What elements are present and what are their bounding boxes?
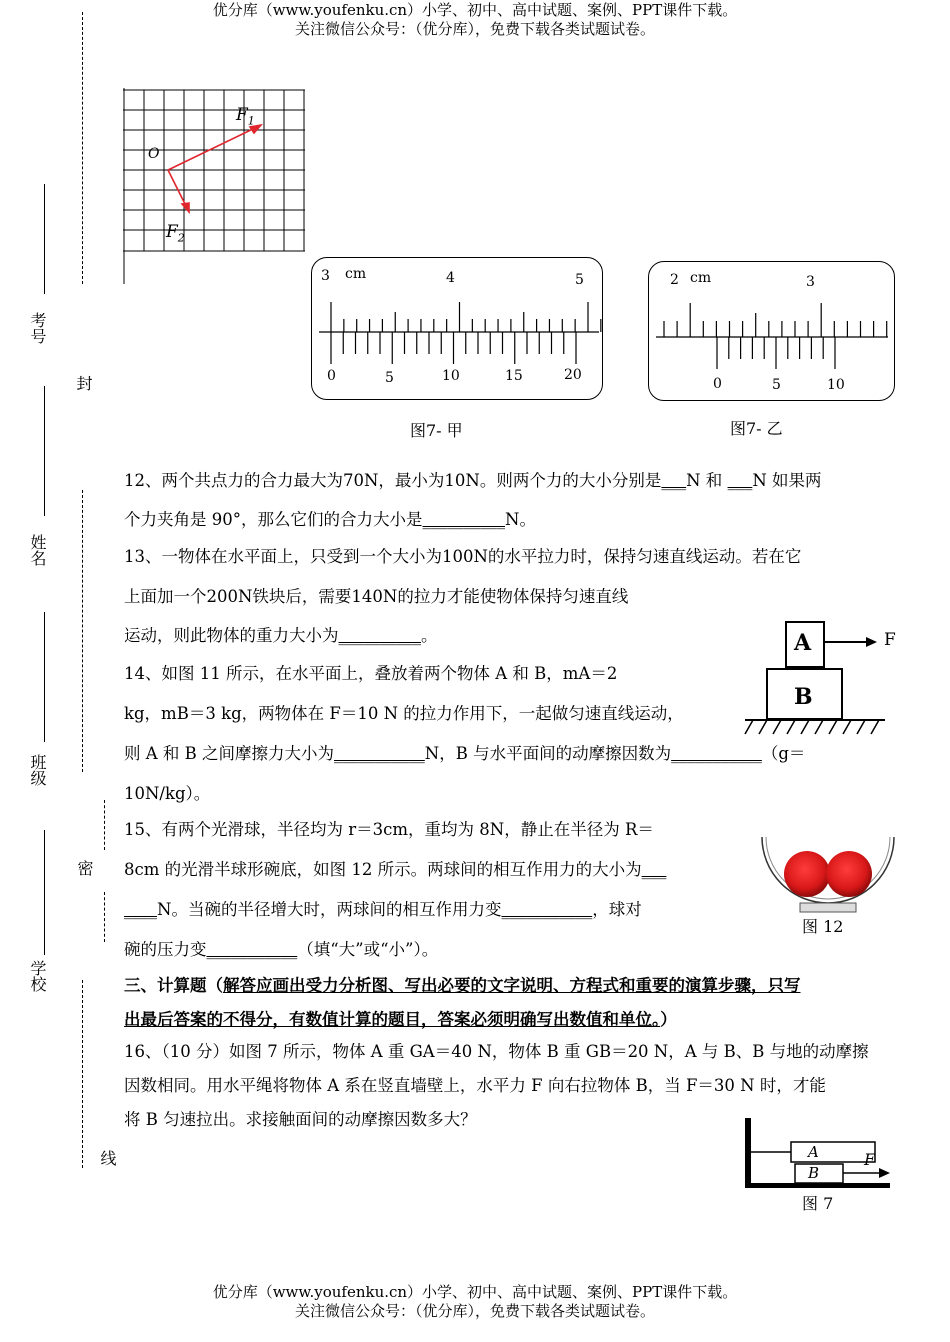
xingming-label: 姓名 xyxy=(28,534,47,566)
caliper-b-vernier-5: 5 xyxy=(772,377,781,393)
fig7-diagram xyxy=(740,1115,900,1195)
caliper-a-vernier-20: 20 xyxy=(564,367,582,383)
footer-line-1: 优分库（www.youfenku.cn）小学、初中、高中试题、案例、PPT课件下载。 xyxy=(212,1283,738,1301)
caliper-a-main-4: 4 xyxy=(446,270,455,286)
section3-heading: 三、计算题（解答应画出受力分析图、写出必要的文字说明、方程式和重要的演算步骤，只写 xyxy=(124,976,801,995)
header-line-2: 关注微信公众号：（优分库），免费下载各类试题试卷。 xyxy=(294,20,655,38)
fig7-wall xyxy=(745,1118,751,1188)
q14-line-4: 10N/kg）。 xyxy=(124,784,211,803)
fig11-label-f: F xyxy=(884,630,896,650)
banji-label: 班级 xyxy=(28,754,47,786)
fig7-caption: 图 7 xyxy=(802,1194,834,1213)
kaohao-line xyxy=(44,184,45,294)
q15-line-3: ____N。当碗的半径增大时，两球间的相互作用力变___________，球对 xyxy=(124,900,642,919)
caliper-b-vernier-10: 10 xyxy=(827,377,845,393)
fig7-force-arrowhead xyxy=(879,1168,890,1178)
fig7-label-f: F xyxy=(864,1150,876,1169)
force-f2-arrow xyxy=(168,170,186,206)
force-label-f2: $F_2$ xyxy=(166,222,185,245)
xuexiao-label: 学校 xyxy=(28,960,47,992)
force-grid-figure xyxy=(123,88,306,288)
binding-dash-4 xyxy=(104,892,105,942)
fig11-force-arrowhead xyxy=(866,637,877,647)
fig11-label-a: A xyxy=(794,630,812,656)
caliper-b-caption: 图7- 乙 xyxy=(730,419,783,438)
caliper-a-main-5: 5 xyxy=(575,272,584,288)
q14-line-2: kg，mB＝3 kg，两物体在 F＝10 N 的拉力作用下，一起做匀速直线运动， xyxy=(124,704,684,723)
binding-mi: 密 xyxy=(75,860,94,876)
binding-xian: 线 xyxy=(98,1150,117,1166)
caliper-b-main-3: 3 xyxy=(806,274,815,290)
caliper-b-vernier-0: 0 xyxy=(713,376,722,392)
force-point-o: O xyxy=(148,146,160,162)
caliper-a-vernier-5: 5 xyxy=(385,370,394,386)
force-label-f1: $F_1$ xyxy=(236,105,255,128)
banji-line xyxy=(44,612,45,742)
caliper-a-unit: cm xyxy=(345,266,367,282)
caliper-b-unit: cm xyxy=(690,270,712,286)
caliper-a-vernier-10: 10 xyxy=(442,368,460,384)
fig7-block-a xyxy=(791,1142,875,1162)
kaohao-label: 考号 xyxy=(28,312,47,344)
force-f2-arrowhead xyxy=(182,203,189,212)
header-line-1: 优分库（www.youfenku.cn）小学、初中、高中试题、案例、PPT课件下载。 xyxy=(212,1,738,19)
fig12-caption: 图 12 xyxy=(802,917,844,936)
q15-line-2: 8cm 的光滑半球形碗底，如图 12 所示。两球间的相互作用力的大小为___ xyxy=(124,860,667,879)
footer-line-2: 关注微信公众号：（优分库），免费下载各类试题试卷。 xyxy=(294,1302,655,1320)
xuexiao-line xyxy=(44,830,45,955)
caliper-a-vernier-15: 15 xyxy=(505,368,523,384)
q14-line-1: 14、如图 11 所示，在水平面上，叠放着两个物体 A 和 B，mA＝2 xyxy=(124,664,618,683)
q16-line-3: 将 B 匀速拉出。求接触面间的动摩擦因数多大？ xyxy=(124,1110,477,1129)
q16-line-1: 16、（10 分）如图 7 所示，物体 A 重 GA＝40 N，物体 B 重 GB＝20 N，A 与 B、B 与地的动摩擦 xyxy=(124,1042,869,1061)
force-f1-arrow xyxy=(168,128,255,170)
q14-line-3: 则 A 和 B 之间摩擦力大小为___________N，B 与水平面间的动摩擦因数为___________（g＝ xyxy=(124,744,806,763)
q13-line-3: 运动，则此物体的重力大小为__________。 xyxy=(124,626,438,645)
q13-line-1: 13、一物体在水平面上，只受到一个大小为100N的水平拉力时，保持匀速直线运动。若在它 xyxy=(124,547,802,566)
fig7-label-a: A xyxy=(808,1143,819,1161)
q12-line-2: 个力夹角是 90°，那么它们的合力大小是__________N。 xyxy=(124,510,536,529)
fig7-label-b: B xyxy=(808,1164,820,1182)
binding-dash-2 xyxy=(82,490,83,772)
q15-line-4: 碗的压力变___________（填“大”或“小”）。 xyxy=(124,940,439,959)
q15-line-1: 15、有两个光滑球，半径均为 r＝3cm，重均为 8N，静止在半径为 R＝ xyxy=(124,820,654,839)
q16-line-2: 因数相同。用水平绳将物体 A 系在竖直墙壁上，水平力 F 向右拉物体 B，当 F＝30 N 时，才能 xyxy=(124,1076,826,1095)
fig11-label-b: B xyxy=(794,684,813,710)
caliper-b-main-2: 2 xyxy=(670,272,679,288)
caliper-a-caption: 图7- 甲 xyxy=(410,421,463,440)
q12-line-1: 12、两个共点力的合力最大为70N，最小为10N。则两个力的大小分别是___N 和 ___N 如果两 xyxy=(124,471,822,490)
xingming-line xyxy=(44,386,45,516)
binding-dash-5 xyxy=(82,980,83,1168)
caliper-a-vernier-0: 0 xyxy=(327,368,336,384)
q13-line-2: 上面加一个200N铁块后，需要140N的拉力才能使物体保持匀速直线 xyxy=(124,587,629,606)
binding-dash-1 xyxy=(82,12,83,284)
section3-heading-cont: 出最后答案的不得分，有数值计算的题目，答案必须明确写出数值和单位。） xyxy=(124,1010,677,1029)
force-grid-lines xyxy=(123,88,305,284)
binding-feng: 封 xyxy=(74,375,93,391)
caliper-a-main-3: 3 xyxy=(321,268,330,284)
binding-dash-3 xyxy=(104,800,105,850)
